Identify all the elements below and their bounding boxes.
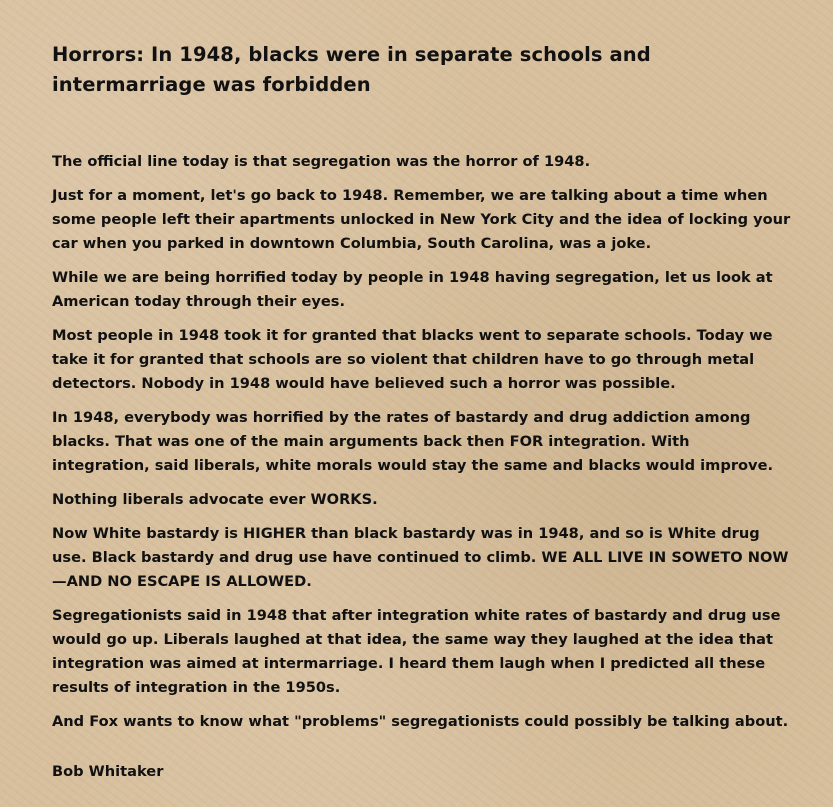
paragraph: While we are being horrified today by people in 1948 having segregation, let us look at American today through their eyes.: [52, 269, 773, 310]
paragraph: Now White bastardy is HIGHER than black bastardy was in 1948, and so is White drug use. Black bastardy and drug use have continued to climb. WE ALL LIVE IN SOWETO NOW—AND NO ESCAPE IS ALLOWED.: [52, 525, 789, 590]
paragraph: And Fox wants to know what "problems" segregationists could possibly be talking about.: [52, 713, 789, 730]
paragraph: The official line today is that segregation was the horror of 1948.: [52, 153, 591, 170]
article-title: Horrors: In 1948, blacks were in separate schools and intermarriage was forbidden: [52, 43, 651, 96]
paragraph: In 1948, everybody was horrified by the rates of bastardy and drug addiction among blacks. That was one of the main arguments back then FOR integration. With integration, said liberals, white morals would stay the same and blacks would improve.: [52, 409, 774, 474]
paragraph: Just for a moment, let's go back to 1948. Remember, we are talking about a time when some people left their apartments unlocked in New York City and the idea of locking your car when you parked in downtown Columbia, South Carolina, was a joke.: [52, 187, 791, 252]
author-signature: Bob Whitaker: [52, 763, 164, 780]
article: [52, 40, 792, 784]
paragraph: Most people in 1948 took it for granted that blacks went to separate schools. Today we take it for granted that schools are so violent that children have to go through metal detectors. Nobody in 1948 would have believed such a horror was possible.: [52, 327, 773, 392]
paragraph: Nothing liberals advocate ever WORKS.: [52, 491, 378, 508]
paragraph: Segregationists said in 1948 that after integration white rates of bastardy and drug use would go up. Liberals laughed at that idea, the same way they laughed at the idea that integration was aimed at intermarriage. I heard them laugh when I predicted all these results of integration in the 1950s.: [52, 607, 781, 696]
article-body: [52, 150, 792, 734]
